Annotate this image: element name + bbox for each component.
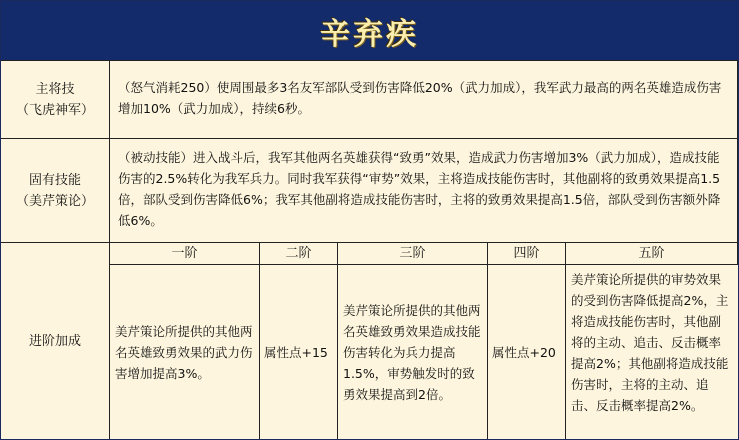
advancement-label-text: 进阶加成 <box>28 333 81 349</box>
innate-skill-label-line2: （美芹策论） <box>15 193 94 209</box>
stage-4-header: 四阶 <box>488 243 566 265</box>
main-skill-label <box>1 60 110 139</box>
stage-1-description: 美芹策论所提供的其他两名英雄致勇效果的武力伤害增加提高3%。 <box>110 265 260 439</box>
stage-2-header: 二阶 <box>260 243 338 265</box>
title-bar <box>1 1 738 60</box>
hero-name-title: 辛弃疾 <box>320 16 419 52</box>
stage-1-header: 一阶 <box>110 243 260 265</box>
stage-3-description: 美芹策论所提供的其他两名英雄致勇效果造成技能伤害转化为兵力提高1.5%，审势触发时的致勇效果提高到2倍。 <box>338 265 488 439</box>
innate-skill-label-line1: 固有技能 <box>28 172 81 188</box>
stage-5-header: 五阶 <box>566 243 738 265</box>
stage-4-description: 属性点+20 <box>488 265 566 439</box>
main-skill-label-line2: （飞虎神军） <box>15 102 94 118</box>
advancement-label <box>1 243 110 439</box>
stage-3-header: 三阶 <box>338 243 488 265</box>
innate-skill-label <box>1 139 110 243</box>
stage-5-description: 美芹策论所提供的审势效果的受到伤害降低提高2%，主将造成技能伤害时，其他副将的主动、追击、反击概率提高2%；其他副将造成技能伤害时，主将的主动、追击、反击概率提高2%。 <box>571 272 729 413</box>
stage-2-description: 属性点+15 <box>260 265 338 439</box>
main-skill-label-line1: 主将技 <box>35 81 75 97</box>
innate-skill-description: （被动技能）进入战斗后，我军其他两名英雄获得“致勇”效果，造成武力伤害增加3%（武力加成），造成技能伤害的2.5%转化为我军兵力。同时我军获得“审势”效果，主将造成技能伤害时，其他副将的致勇效果提高1.5倍，部队受到伤害降低6%；我军其他副将造成技能伤害时，主将的致勇效果提高1.5倍，部队受到伤害额外降低6%。 <box>110 139 738 243</box>
main-skill-description: （怒气消耗250）使周围最多3名友军部队受到伤害降低20%（武力加成），我军武力最高的两名英雄造成伤害增加10%（武力加成），持续6秒。 <box>110 60 738 139</box>
